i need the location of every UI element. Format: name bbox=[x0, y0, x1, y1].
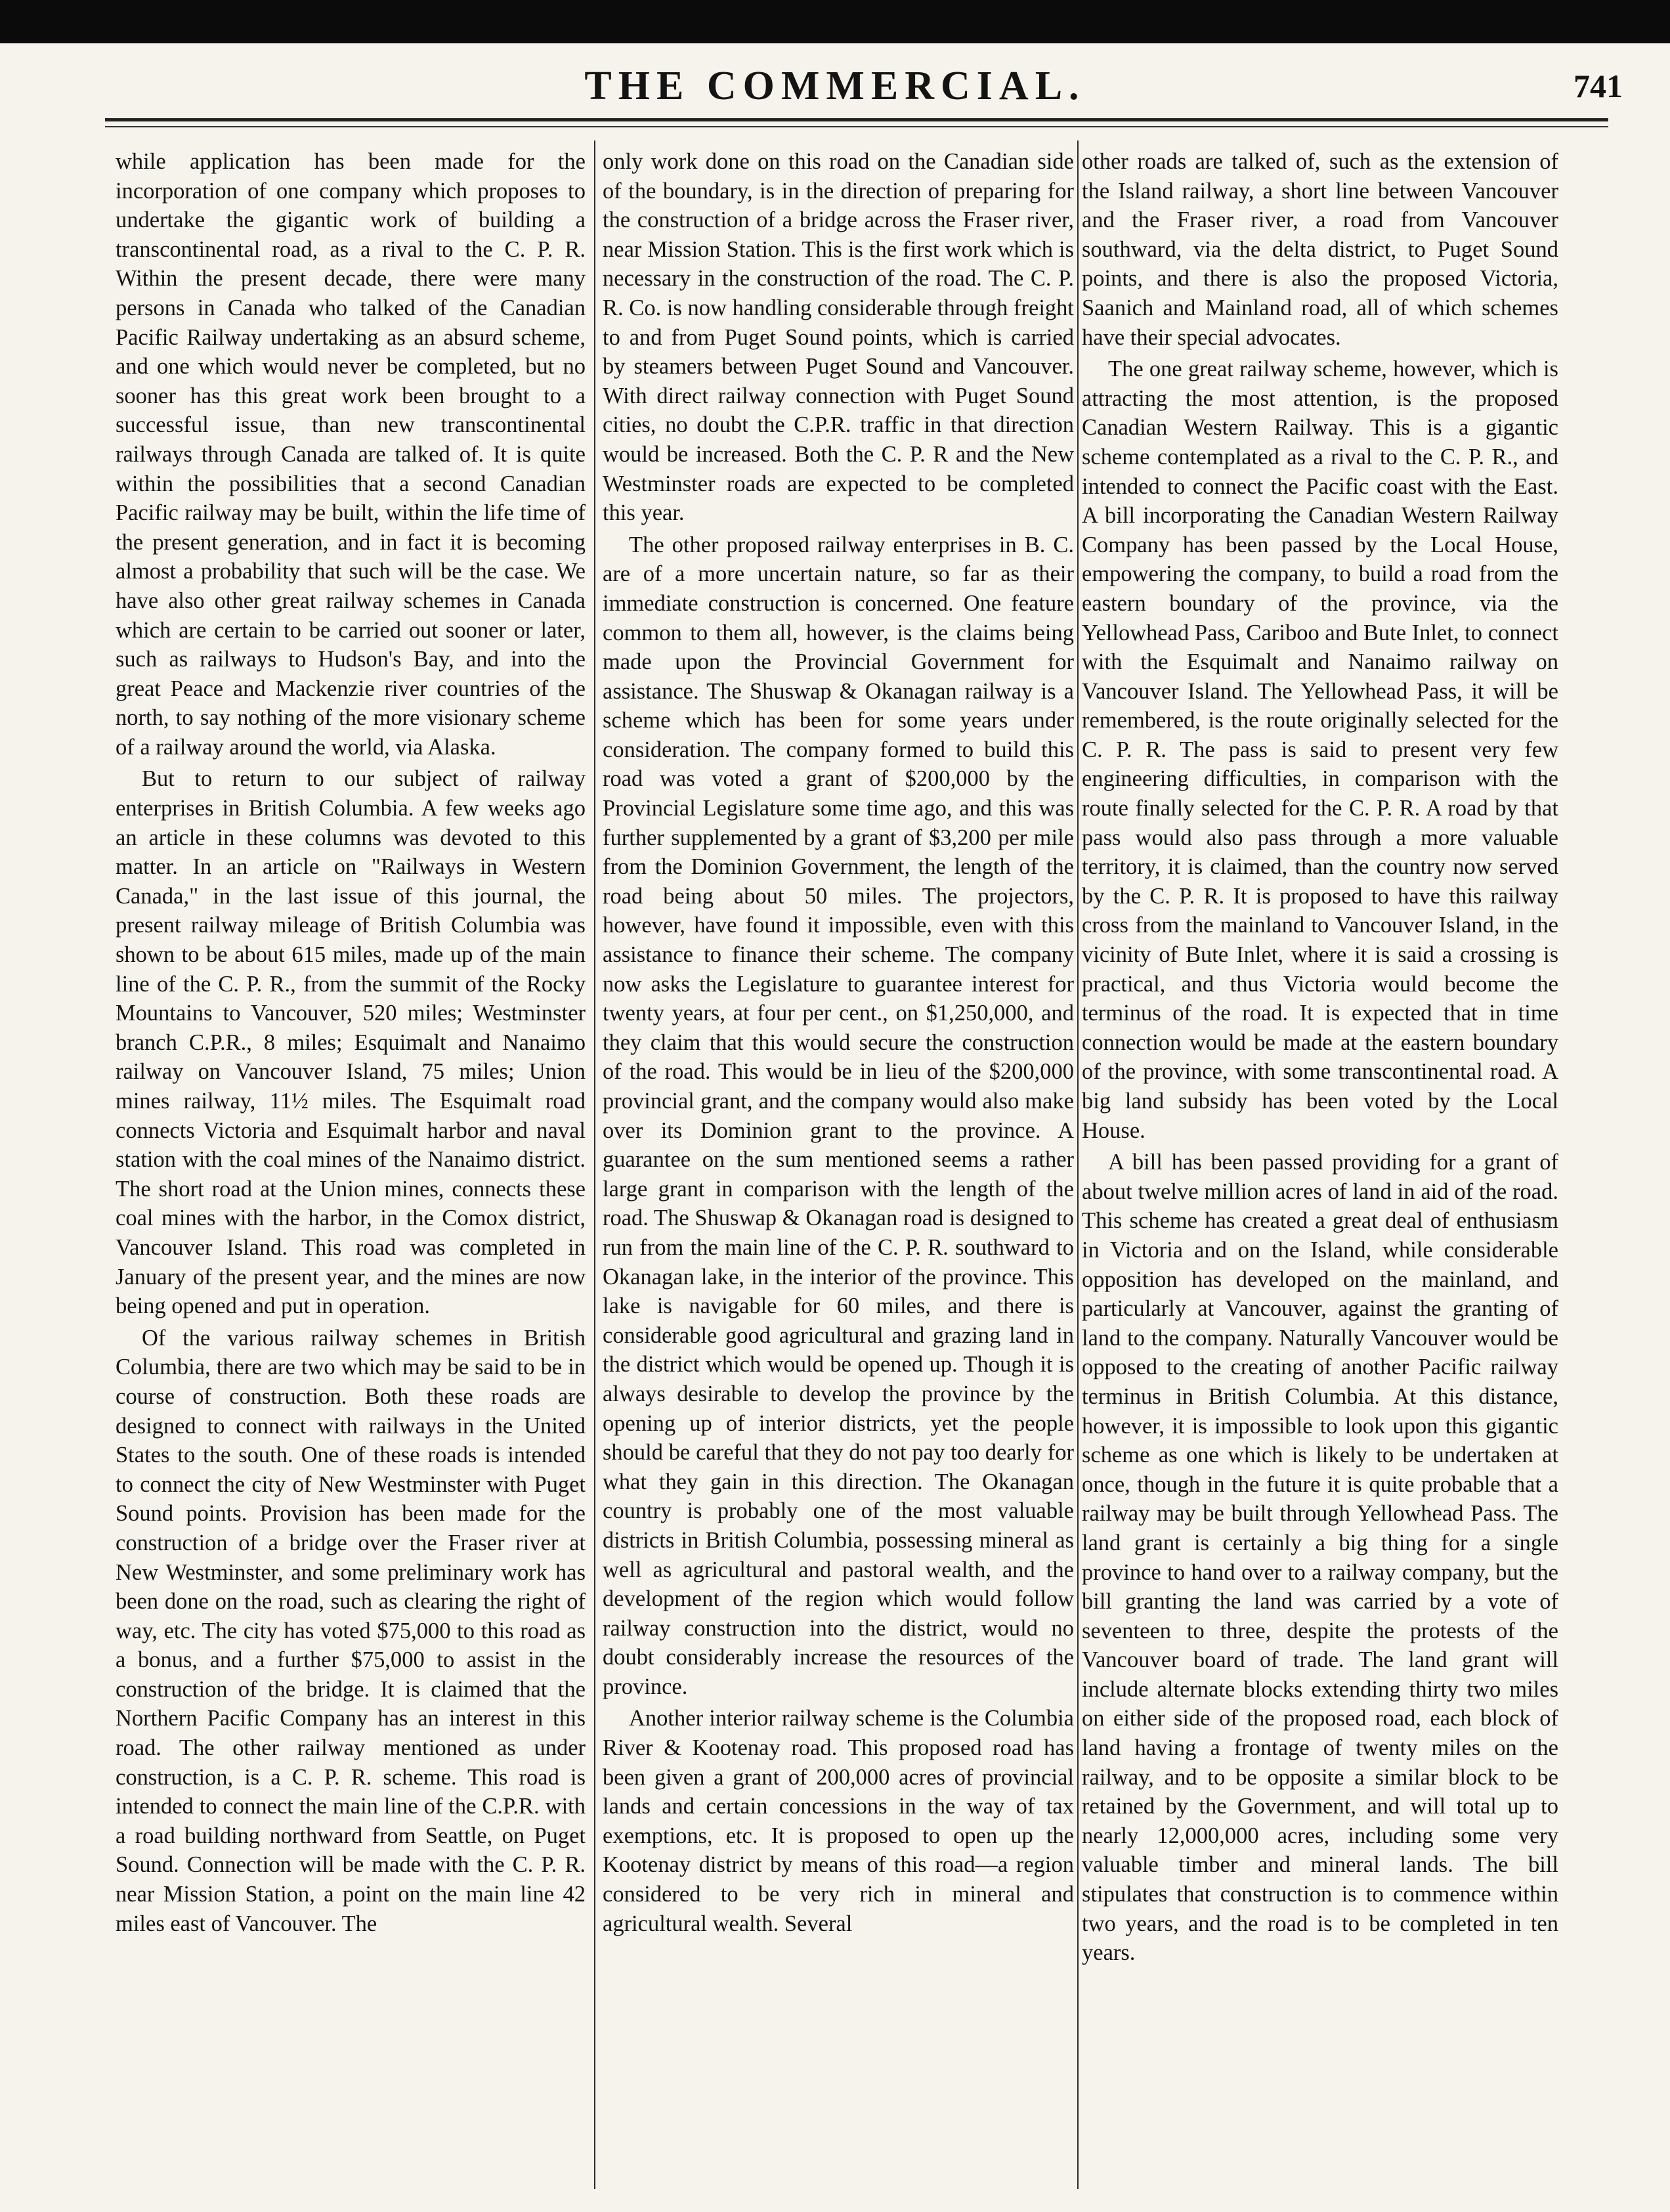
header-rule-thin bbox=[105, 126, 1608, 127]
paragraph: Of the various railway schemes in British Columbia, there are two which may be said to be in course of construction. Both these roads are designed to connect with railways in the United States to the south. One of these roads is intended to connect the city of New Westminster with Puget Sound points. Provision has been made for the construction of a bridge over the Fraser river at New Westminster, and some preliminary work has been done on the road, such as clearing the right of way, etc. The city has voted $75,000 to this road as a bonus, and a further $75,000 to assist in the construction of the bridge. It is claimed that the Northern Pacific Company has an interest in this road. The other railway mentioned as under construction, is a C. P. R. scheme. This road is intended to connect the main line of the C.P.R. with a road building northward from Seattle, on Puget Sound. Connection will be made with the C. P. R. near Mission Station, a point on the main line 42 miles east of Vancouver. The bbox=[116, 1325, 586, 1936]
column-divider bbox=[1077, 141, 1079, 2189]
paragraph: The one great railway scheme, however, which is attracting the most attention, is the proposed Canadian Western Railway. This is a gigantic scheme contemplated as a rival to the C. P. R., and intended to connect the Pacific coast with the East. A bill incorporating the Canadian Western Railway Company has been passed by the Local House, empowering the company, to build a road from the eastern boundary of the province, via the Yellowhead Pass, Cariboo and Bute Inlet, to connect with the Esquimalt and Nanaimo railway on Vancouver Island. The Yellowhead Pass, it will be remembered, is the route originally selected for the C. P. R. The pass is said to present very few engineering difficulties, in comparison with the route finally selected for the C. P. R. A road by that pass would also pass through a more valuable territory, it is claimed, than the country now served by the C. P. R. It is proposed to have this railway cross from the mainland to Vancouver Island, in the vicinity of Bute Inlet, where it is said a crossing is practical, and thus Victoria would become the terminus of the road. It is expected that in time connection would be made at the eastern boundary of the province, with some transcontinental road. A big land subsidy has been voted by the Local House. bbox=[1082, 357, 1558, 1143]
page-top-border bbox=[0, 0, 1670, 43]
masthead bbox=[0, 63, 1670, 109]
paragraph: A bill has been passed providing for a grant of about twelve million acres of land in aid of the road. This scheme has created a great deal of enthusiasm in Victoria and on the Island, while considerable opposition has developed on the mainland, and particularly at Vancouver, against the granting of land to the company. Naturally Vancouver would be opposed to the creating of another Pacific railway terminus in British Columbia. At this distance, however, it is impossible to look upon this gigantic scheme as one which is likely to be undertaken at once, though in the future it is quite probable that a railway may be built through Yellowhead Pass. The land grant is certainly a big thing for a single province to hand over to a railway company, but the bill granting the land was carried by a vote of seventeen to three, despite the protests of the Vancouver board of trade. The land grant will include alternate blocks extending thirty two miles on either side of the proposed road, each block of land having a frontage of twenty miles on the railway, and to be opposite a similar block to be retained by the Government, and will total up to nearly 12,000,000 acres, including some very valuable timber and mineral lands. The bill stipulates that construction is to commence within two years, and the road is to be completed in ten years. bbox=[1082, 1150, 1558, 1966]
paragraph: The other proposed railway enterprises in B. C. are of a more uncertain nature, so far as their immediate construction is concerned. One feature common to them all, however, is the claims being made upon the Provincial Government for assistance. The Shuswap & Okanagan railway is a scheme which has been for some years under consideration. The company formed to build this road was voted a grant of $200,000 by the Provincial Legislature some time ago, and this was further supplemented by a grant of $3,200 per mile from the Dominion Government, the length of the road being about 50 miles. The projectors, however, have found it impossible, even with this assistance to finance their scheme. The company now asks the Legislature to guarantee interest for twenty years, at four per cent., on $1,250,000, and they claim that this would secure the construction of the road. This would be in lieu of the $200,000 provincial grant, and the company would also make over its Dominion grant to the province. A guarantee on the sum mentioned seems a rather large grant in comparison with the length of the road. The Shuswap & Okanagan road is designed to run from the main line of the C. P. R. southward to Okanagan lake, in the interior of the province. This lake is navigable for 60 miles, and there is considerable good agricultural and grazing land in the district which would be opened up. Though it is always desirable to develop the province by the opening up of interior districts, yet the people should be careful that they do not pay too dearly for what they gain in this direction. The Okanagan country is probably one of the most valuable districts in British Columbia, possessing mineral as well as agricultural and pastoral wealth, and the development of the region which would follow railway construction into the district, would no doubt considerably increase the resources of the province. bbox=[603, 532, 1074, 1699]
article-column-3 bbox=[1082, 147, 1558, 2189]
paragraph: only work done on this road on the Canadian side of the boundary, is in the direction of preparing for the construction of a bridge across the Fraser river, near Mission Station. This is the first work which is necessary in the construction of the road. The C. P. R. Co. is now handling considerable through freight to and from Puget Sound points, which is carried by steamers between Puget Sound and Vancouver. With direct railway connection with Puget Sound cities, no doubt the C.P.R. traffic in that direction would be increased. Both the C. P. R and the New Westminster roads are expected to be completed this year. bbox=[603, 149, 1074, 526]
paragraph: while application has been made for the incorporation of one company which proposes to undertake the gigantic work of building a transcontinental road, as a rival to the C. P. R. Within the present decade, there were many persons in Canada who talked of the Canadian Pacific Railway undertaking as an absurd scheme, and one which would never be completed, but no sooner has this great work been brought to a successful issue, than new transcontinental railways through Canada are talked of. It is quite within the possibilities that a second Canadian Pacific railway may be built, within the life time of the present generation, and in fact it is becoming almost a probability that such will be the case. We have also other great railway schemes in Canada which are certain to be carried out sooner or later, such as railways to Hudson's Bay, and into the great Peace and Mackenzie river countries of the north, to say nothing of the more visionary scheme of a railway around the world, via Alaska. bbox=[116, 149, 586, 760]
paragraph: other roads are talked of, such as the extension of the Island railway, a short line between Vancouver and the Fraser river, a road from Vancouver southward, via the delta district, to Puget Sound points, and there is also the proposed Victoria, Saanich and Mainland road, all of which schemes have their special advocates. bbox=[1082, 149, 1558, 350]
header-rule-thick bbox=[105, 118, 1608, 121]
publication-title: THE COMMERCIAL. bbox=[584, 64, 1086, 108]
page-number: 741 bbox=[1574, 68, 1623, 104]
article-column-2 bbox=[603, 147, 1074, 2189]
column-divider bbox=[594, 141, 595, 2189]
paragraph: Another interior railway scheme is the Columbia River & Kootenay road. This proposed road has been given a grant of 200,000 acres of provincial lands and certain concessions in the way of tax exemptions, etc. It is proposed to open up the Kootenay district by means of this road—a region considered to be very rich in mineral and agricultural wealth. Several bbox=[603, 1706, 1074, 1936]
paragraph: But to return to our subject of railway enterprises in British Columbia. A few weeks ago an article in these columns was devoted to this matter. In an article on "Railways in Western Canada," in the last issue of this journal, the present railway mileage of British Columbia was shown to be about 615 miles, made up of the main line of the C. P. R., from the summit of the Rocky Mountains to Vancouver, 520 miles; Westminster branch C.P.R., 8 miles; Esquimalt and Nanaimo railway on Vancouver Island, 75 miles; Union mines railway, 11½ miles. The Esquimalt road connects Victoria and Esquimalt harbor and naval station with the coal mines of the Nanaimo district. The short road at the Union mines, connects these coal mines with the harbor, in the Comox district, Vancouver Island. This road was completed in January of the present year, and the mines are now being opened and put in operation. bbox=[116, 766, 586, 1319]
article-column-1 bbox=[116, 147, 586, 2189]
